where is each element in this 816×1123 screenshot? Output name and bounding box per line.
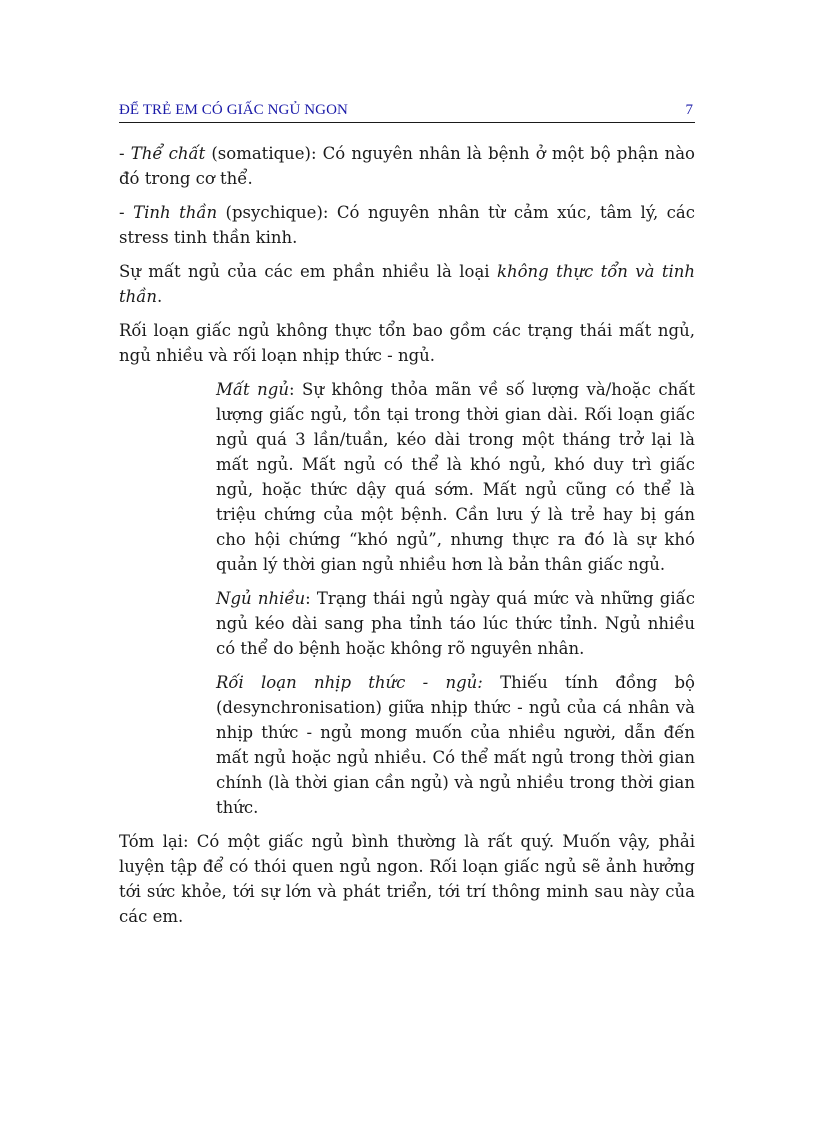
definition-insomnia-text: : Sự không thỏa mãn về số lượng và/hoặc chất lượng giấc ngủ, tồn tại trong thời gian dài. Rối loạn giấc ngủ quá 3 lần/tuần, kéo dài trong một tháng trở lại là mất ngủ. Mất ngủ có thể là khó ngủ, khó duy trì giấc ngủ, hoặc thức dậy quá sớm. Mất ngủ cũng có thể là triệu chứng của một bệnh. Cần lưu ý là trẻ hay bị gán cho hội chứng “khó ngủ”, nhưng thực ra đó là sự khó quản lý thời gian ngủ nhiều hơn là bản thân giấc ngủ. — [216, 380, 695, 574]
paragraph-insomnia-type — [119, 259, 695, 309]
paragraph-summary: Tóm lại: Có một giấc ngủ bình thường là rất quý. Muốn vậy, phải luyện tập để có thói quen ngủ ngon. Rối loạn giấc ngủ sẽ ảnh hưởng tới sức khỏe, tới sự lớn và phát triển, tới trí thông minh sau này của các em. — [119, 832, 695, 926]
definition-physical: (somatique): Có nguyên nhân là bệnh ở một bộ phận nào đó trong cơ thể. — [119, 144, 695, 188]
body-text — [119, 141, 695, 938]
running-header — [119, 100, 695, 123]
insomnia-type-end: . — [157, 287, 163, 306]
insomnia-type-lead: Sự mất ngủ của các em phần nhiều là loại — [119, 262, 497, 281]
list-dash: - — [119, 203, 134, 222]
header-title: ĐỂ TRẺ EM CÓ GIẤC NGỦ NGON — [119, 102, 348, 118]
term-insomnia: Mất ngủ — [216, 380, 289, 399]
term-physical: Thể chất — [130, 144, 206, 163]
term-rhythm-disorder: Rối loạn nhịp thức - ngủ: — [216, 673, 483, 692]
definition-rhythm-disorder-text: Thiếu tính đồng bộ (desynchronisation) giữa nhịp thức - ngủ của cá nhân và nhịp thức - ngủ mong muốn của nhiều người, dẫn đến mất ngủ hoặc ngủ nhiều. Có thể mất ngủ trong thời gian chính (là thời gian cần ngủ) và ngủ nhiều trong thời gian thức. — [216, 673, 695, 817]
paragraph-psychic-cause — [119, 200, 695, 250]
paragraph-physical-cause — [119, 141, 695, 191]
term-psychic: Tinh thần — [133, 203, 218, 222]
page-number: 7 — [685, 102, 693, 118]
definition-insomnia — [216, 377, 695, 577]
list-dash: - — [119, 144, 131, 163]
definition-hypersomnia — [216, 586, 695, 661]
paragraph-disorder-types: Rối loạn giấc ngủ không thực tổn bao gồm các trạng thái mất ngủ, ngủ nhiều và rối loạn nhịp thức - ngủ. — [119, 321, 695, 365]
definition-rhythm-disorder — [216, 670, 695, 820]
definitions-block — [216, 377, 695, 820]
term-hypersomnia: Ngủ nhiều — [216, 589, 306, 608]
definition-psychic: (psychique): Có nguyên nhân từ cảm xúc, tâm lý, các stress tinh thần kinh. — [119, 203, 696, 247]
term-nonorganic: không thực tổn và tinh thần — [119, 262, 695, 306]
definition-hypersomnia-text: : Trạng thái ngủ ngày quá mức và những giấc ngủ kéo dài sang pha tỉnh táo lúc thức tỉnh. Ngủ nhiều có thể do bệnh hoặc không rõ nguyên nhân. — [216, 589, 695, 658]
